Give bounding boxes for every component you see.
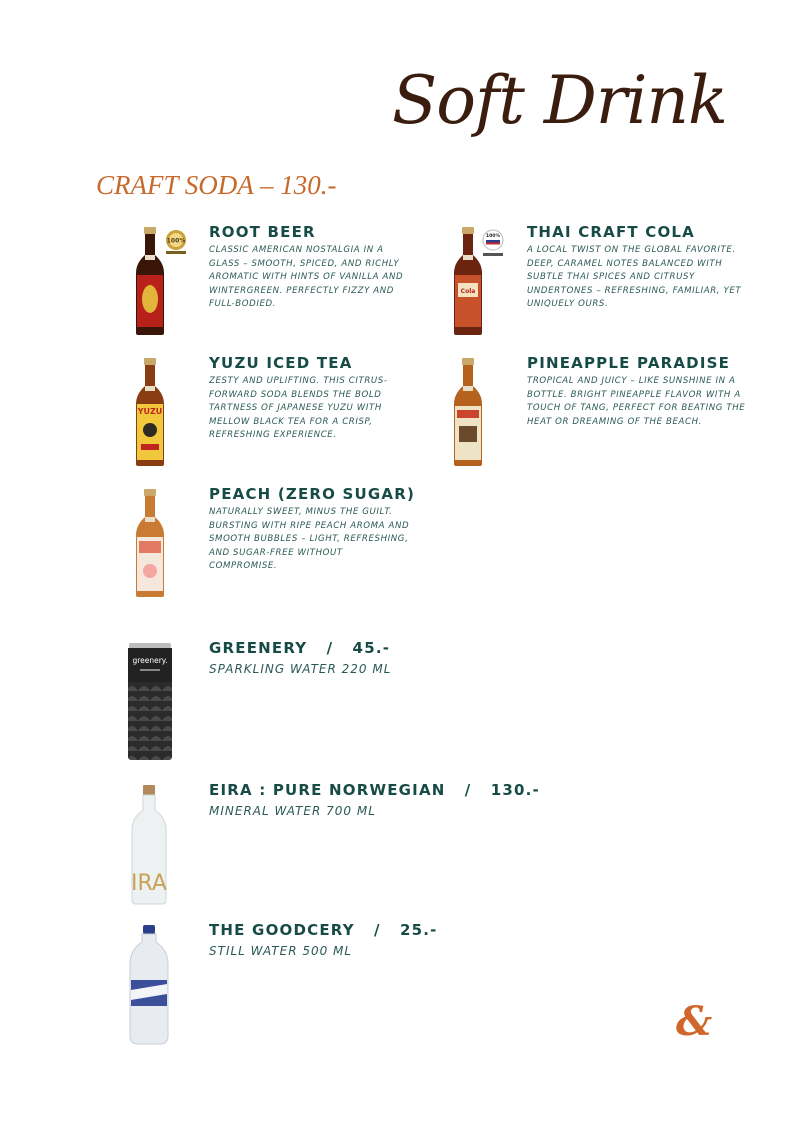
ampersand-logo-icon: & bbox=[676, 998, 713, 1045]
item-subtitle: MINERAL WATER 700 ML bbox=[209, 804, 376, 818]
item-subtitle: SPARKLING WATER 220 ML bbox=[209, 662, 392, 676]
item-name: PEACH (ZERO SUGAR) bbox=[209, 485, 416, 503]
item-name: ROOT BEER bbox=[209, 223, 316, 241]
pineapple-paradise-bottle-image bbox=[450, 356, 486, 468]
greenery-can-image bbox=[126, 641, 174, 763]
menu-item-thai-craft-cola bbox=[527, 223, 752, 312]
section-title-craft-soda: CRAFT SODA – 130.- bbox=[96, 170, 337, 200]
root-beer-badge-icon bbox=[162, 228, 190, 256]
thai-craft-cola-badge-icon bbox=[480, 228, 506, 258]
item-description: A LOCAL TWIST ON THE GLOBAL FAVORITE. DEEP, CARAMEL NOTES BALANCED WITH SUBTLE THAI SPICES AND CITRUSY UNDERTONES – REFRESHING, FAMILIAR, YET UNIQUELY OURS. bbox=[527, 245, 742, 310]
eira-bottle-image bbox=[128, 784, 170, 906]
menu-item-pineapple-paradise bbox=[527, 354, 752, 429]
item-name: EIRA : PURE NORWEGIAN / 130.- bbox=[209, 781, 540, 799]
item-description: NATURALLY SWEET, MINUS THE GUILT. BURSTING WITH RIPE PEACH AROMA AND SMOOTH BUBBLES – LIGHT, REFRESHING, AND SUGAR-FREE WITHOUT COMPROMISE. bbox=[209, 507, 410, 572]
menu-item-root-beer bbox=[209, 223, 409, 312]
item-name: PINEAPPLE PARADISE bbox=[527, 354, 731, 372]
item-name: THE GOODCERY / 25.- bbox=[209, 921, 438, 939]
item-description: CLASSIC AMERICAN NOSTALGIA IN A GLASS – SMOOTH, SPICED, AND RICHLY AROMATIC WITH HINTS OF VANILLA AND WINTERGREEN. PERFECTLY FIZZY AND FULL-BODIED. bbox=[209, 245, 404, 310]
menu-item-the-goodcery bbox=[209, 921, 438, 958]
menu-item-greenery bbox=[209, 639, 391, 676]
menu-item-eira bbox=[209, 781, 540, 818]
greenery-brand-text: greenery. bbox=[132, 656, 168, 665]
item-name: THAI CRAFT COLA bbox=[527, 223, 695, 241]
item-name: GREENERY / 45.- bbox=[209, 639, 391, 657]
item-name: YUZU ICED TEA bbox=[209, 354, 353, 372]
goodcery-bottle-image bbox=[126, 924, 172, 1046]
page-title: Soft Drink bbox=[392, 62, 727, 139]
eira-brand-text: IRA bbox=[131, 871, 167, 896]
item-subtitle: STILL WATER 500 ML bbox=[209, 944, 353, 958]
menu-item-peach-zero-sugar bbox=[209, 485, 414, 574]
svg-text:Cola: Cola bbox=[460, 288, 476, 295]
peach-bottle-image bbox=[132, 487, 168, 599]
menu-item-yuzu-iced-tea bbox=[209, 354, 409, 443]
item-description: TROPICAL AND JUICY – LIKE SUNSHINE IN A BOTTLE. BRIGHT PINEAPPLE FLAVOR WITH A TOUCH OF TANG, PERFECT FOR BEATING THE HEAT OR DREAMING OF THE BEACH. bbox=[527, 376, 746, 427]
item-description: ZESTY AND UPLIFTING. THIS CITRUS-FORWARD SODA BLENDS THE BOLD TARTNESS OF JAPANESE YUZU WITH MELLOW BLACK TEA FOR A CRISP, REFRESHING EXPERIENCE. bbox=[209, 376, 388, 441]
root-beer-badge-text: 100% bbox=[166, 237, 186, 245]
yuzu-iced-tea-bottle-image bbox=[132, 356, 168, 468]
yuzu-label-text: YUZU bbox=[137, 407, 163, 416]
thai-craft-cola-badge-text: 100% bbox=[486, 234, 500, 239]
